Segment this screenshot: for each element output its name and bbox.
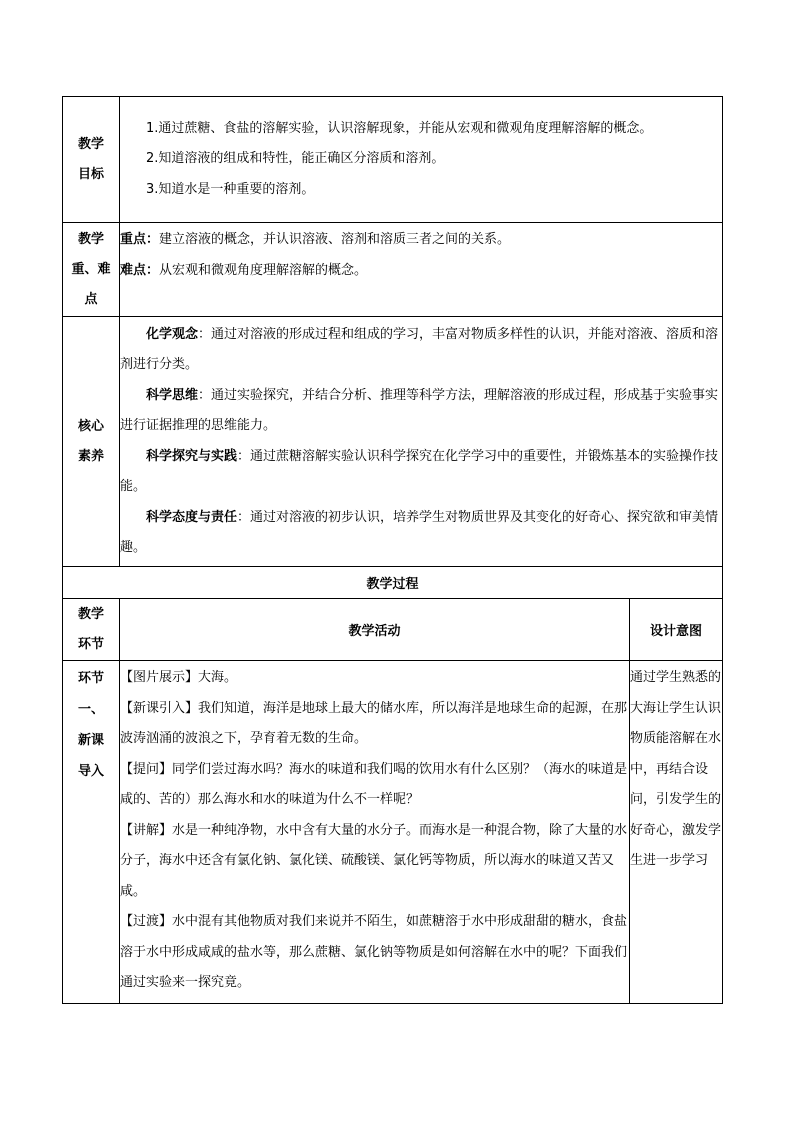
col-stage-header	[63, 599, 120, 661]
key-point	[120, 225, 722, 256]
activity-item-2: 【新课引入】我们知道，海洋是地球上最大的储水库，所以海洋是地球生命的起源，在那波涛汹涌的波浪之下，孕育着无数的生命。	[120, 700, 628, 746]
literacy-item-2-text: ：通过实验探究，并结合分析、推理等科学方法，理解溶液的形成过程，形成基于实验事实进行证据推理的思维能力。	[120, 387, 719, 433]
stage1-label-line1: 环节	[77, 671, 104, 686]
core-literacy-label-line1: 核心	[77, 418, 104, 434]
col-stage-header-line2: 环节	[77, 636, 104, 652]
key-points-label-line3: 点	[84, 291, 98, 307]
stage1-row	[63, 661, 723, 1004]
objectives-label-line2: 目标	[77, 166, 104, 182]
activity-item-1: 【图片展示】大海。	[120, 670, 238, 685]
stage1-activities	[120, 661, 630, 1004]
activity-item-3: 【提问】同学们尝过海水吗？海水的味道和我们喝的饮用水有什么区别？（海水的味道是咸的、苦的）那么海水和水的味道为什么不一样呢？	[120, 761, 628, 807]
key-points-label	[63, 223, 120, 317]
literacy-item-4-text: ：通过对溶液的初步认识，培养学生对物质世界及其变化的好奇心、探究欲和审美情趣。	[120, 509, 719, 555]
difficult-point-text: 从宏观和微观角度理解溶解的概念。	[159, 262, 368, 278]
process-header-row	[63, 599, 723, 661]
process-title: 教学过程	[63, 567, 723, 599]
core-literacy-row	[63, 317, 723, 567]
difficult-point	[120, 256, 722, 287]
stage1-label-line3: 新课	[77, 733, 104, 748]
lesson-plan-table	[62, 96, 723, 1004]
activity-item-4: 【讲解】水是一种纯净物，水中含有大量的水分子。而海水是一种混合物，除了大量的水分子，海水中还含有氯化钠、氯化镁、硫酸镁、氯化钙等物质，所以海水的味道又苦又咸。	[120, 822, 628, 899]
col-activity-header: 教学活动	[120, 599, 630, 661]
literacy-item-1-text: ：通过对溶液的形成过程和组成的学习，丰富对物质多样性的认识，并能对溶液、溶质和溶剂进行分类。	[120, 326, 719, 372]
stage1-intent: 通过学生熟悉的大海让学生认识物质能溶解在水中，再结合设问，引发学生的好奇心，激发学生进一步学习	[630, 661, 723, 1004]
objective-item-3: 3.知道水是一种重要的溶剂。	[146, 181, 315, 197]
key-points-label-line1: 教学	[77, 231, 104, 247]
key-point-text: 建立溶液的概念，并认识溶液、溶剂和溶质三者之间的关系。	[159, 232, 511, 247]
core-literacy-content	[120, 317, 723, 567]
literacy-item-3	[120, 442, 722, 503]
objectives-label	[63, 97, 120, 223]
literacy-item-2	[120, 381, 722, 442]
objectives-label-line1: 教学	[77, 136, 104, 152]
col-intent-header: 设计意图	[630, 599, 723, 661]
col-stage-header-line1: 教学	[77, 606, 104, 622]
literacy-item-2-title: 科学思维	[146, 387, 199, 403]
key-points-label-line2: 重、难	[71, 261, 111, 277]
core-literacy-label	[63, 317, 120, 567]
stage1-label-line2: 一、	[77, 702, 104, 717]
key-points-row	[63, 223, 723, 317]
literacy-item-4-title: 科学态度与责任	[146, 509, 238, 525]
objective-item-1: 1.通过蔗糖、食盐的溶解实验，认识溶解现象，并能从宏观和微观角度理解溶解的概念。	[146, 120, 653, 136]
stage1-label-line4: 导入	[77, 764, 104, 779]
objective-item-2: 2.知道溶液的组成和特性，能正确区分溶质和溶剂。	[146, 151, 445, 167]
key-point-label: 重点：	[120, 232, 160, 247]
objectives-row	[63, 97, 723, 223]
difficult-point-label: 难点：	[120, 262, 160, 278]
core-literacy-label-line2: 素养	[77, 448, 104, 464]
literacy-item-4	[120, 503, 722, 564]
literacy-item-1	[120, 320, 722, 381]
objectives-content	[120, 97, 723, 223]
process-title-row	[63, 567, 723, 599]
activity-item-5: 【过渡】水中混有其他物质对我们来说并不陌生，如蔗糖溶于水中形成甜甜的糖水，食盐溶于水中形成咸咸的盐水等，那么蔗糖、氯化钠等物质是如何溶解在水中的呢？下面我们通过实验来一探究竟。	[120, 914, 628, 990]
literacy-item-3-text: ：通过蔗糖溶解实验认识科学探究在化学学习中的重要性，并锻炼基本的实验操作技能。	[120, 448, 719, 494]
key-points-content	[120, 223, 723, 317]
stage1-label	[63, 661, 120, 1004]
literacy-item-3-title: 科学探究与实践	[146, 448, 238, 464]
literacy-item-1-title: 化学观念	[146, 326, 199, 342]
